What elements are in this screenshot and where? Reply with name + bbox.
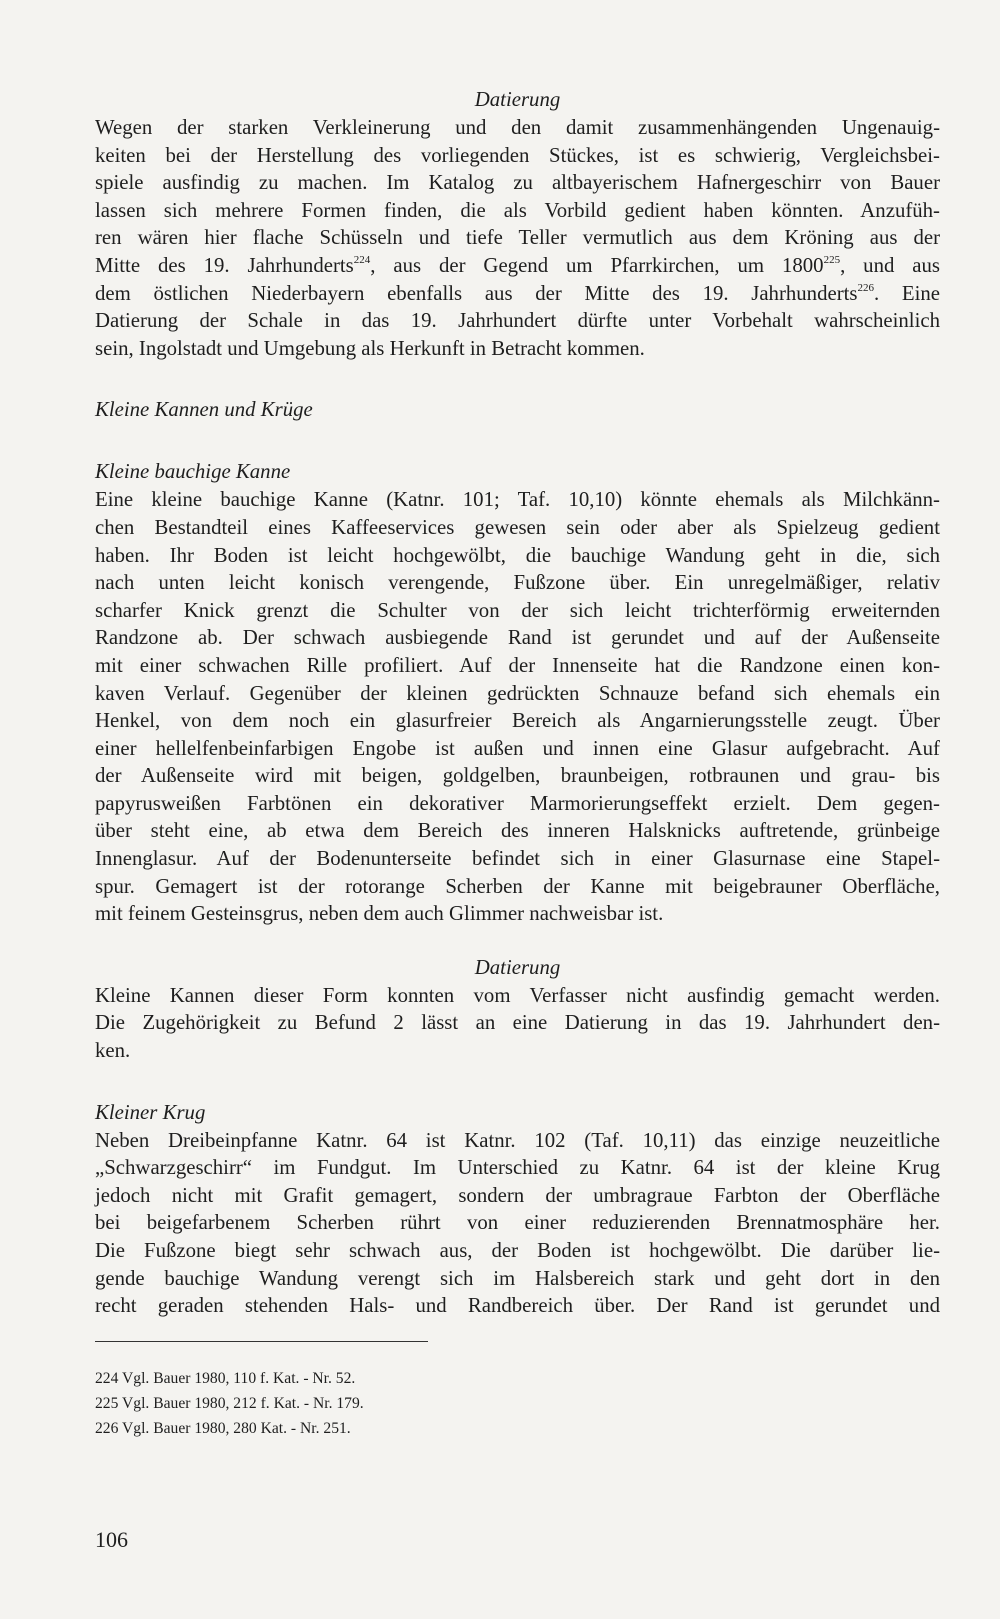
heading-kleiner-krug: Kleiner Krug	[95, 1100, 206, 1124]
text-line: über steht eine, ab etwa dem Bereich des inneren Halsknicks auftretende, grünbeige	[95, 819, 940, 843]
heading-kleine-bauchige-kanne: Kleine bauchige Kanne	[95, 460, 291, 484]
paragraph-datierung-schale	[95, 114, 940, 362]
text-line: Neben Dreibeinpfanne Katnr. 64 ist Katnr. 102 (Taf. 10,11) das einzige neuzeitliche	[95, 1128, 940, 1152]
paragraph-datierung-kannen	[95, 982, 940, 1065]
text-line: Die Zugehörigkeit zu Befund 2 lässt an eine Datierung in das 19. Jahrhundert den-	[95, 1011, 940, 1035]
text-line: haben. Ihr Boden ist leicht hochgewölbt, die bauchige Wandung geht in die, sich	[95, 543, 940, 567]
footnote-separator	[95, 1341, 428, 1342]
text-line: Innenglasur. Auf der Bodenunterseite befindet sich in einer Glasurnase eine Stapel-	[95, 847, 940, 871]
text-line: Randzone ab. Der schwach ausbiegende Rand ist gerundet und auf der Außenseite	[95, 626, 940, 650]
footnote-ref-226[interactable]: 226	[857, 281, 875, 294]
footnote-ref-225[interactable]: 225	[823, 253, 841, 266]
text-line: mit einer schwachen Rille profiliert. Auf der Innenseite hat die Randzone einen kon-	[95, 653, 940, 677]
text-line: papyrusweißen Farbtönen ein dekorativer Marmorierungseffekt erzielt. Dem gegen-	[95, 791, 940, 815]
footnote-225: 225 Vgl. Bauer 1980, 212 f. Kat. - Nr. 179.	[95, 1395, 364, 1412]
paragraph-kanne	[95, 486, 940, 928]
text-line: Wegen der starken Verkleinerung und den damit zusammenhängenden Ungenauig-	[95, 116, 940, 139]
text-line: recht geraden stehenden Hals- und Randbereich über. Der Rand ist gerundet und	[95, 1294, 940, 1318]
text-line: Eine kleine bauchige Kanne (Katnr. 101; Taf. 10,10) könnte ehemals als Milchkänn-	[95, 488, 940, 512]
text-line: chen Bestandteil eines Kaffeeservices gewesen sein oder aber als Spielzeug gedient	[95, 515, 940, 539]
heading-kleine-kannen: Kleine Kannen und Krüge	[95, 398, 313, 422]
text-line: nach unten leicht konisch verengende, Fußzone über. Ein unregelmäßiger, relativ	[95, 571, 940, 595]
page-number: 106	[95, 1527, 128, 1552]
text-line: Datierung der Schale in das 19. Jahrhundert dürfte unter Vorbehalt wahrscheinlich	[95, 309, 940, 333]
paragraph-krug	[95, 1127, 940, 1320]
footnotes	[95, 1366, 595, 1441]
footnote-ref-224[interactable]: 224	[353, 253, 371, 266]
text-line: scharfer Knick grenzt die Schulter von der sich leicht trichterförmig erweiternden	[95, 598, 940, 622]
text-line: lassen sich mehrere Formen finden, die als Vorbild gedient haben könnten. Anzufüh-	[95, 198, 940, 222]
text-line: keiten bei der Herstellung des vorliegenden Stückes, ist es schwierig, Vergleichsbei-	[95, 143, 940, 167]
text-line: kaven Verlauf. Gegenüber der kleinen gedrückten Schnauze befand sich ehemals ein	[95, 681, 940, 705]
text-line: bei beigefarbenem Scherben rührt von einer reduzierenden Brennatmosphäre her.	[95, 1211, 940, 1235]
subheading-datierung-1: Datierung	[474, 88, 561, 111]
main-text-column	[95, 86, 940, 1320]
text-line: sein, Ingolstadt und Umgebung als Herkunft in Betracht kommen.	[95, 336, 645, 360]
text-line: Kleine Kannen dieser Form konnten vom Verfasser nicht ausfindig gemacht werden.	[95, 983, 940, 1007]
footnote-226: 226 Vgl. Bauer 1980, 280 Kat. - Nr. 251.	[95, 1420, 351, 1437]
text-line: „Schwarzgeschirr“ im Fundgut. Im Unterschied zu Katnr. 64 ist der kleine Krug	[95, 1156, 940, 1180]
text-line: Henkel, von dem noch ein glasurfreier Bereich als Angarnierungsstelle zeugt. Über	[95, 709, 940, 733]
footnote-224: 224 Vgl. Bauer 1980, 110 f. Kat. - Nr. 52.	[95, 1370, 356, 1387]
text-line: ren wären hier flache Schüsseln und tiefe Teller vermutlich aus dem Kröning aus der	[95, 226, 940, 250]
text-line: ken.	[95, 1039, 131, 1063]
text-line: spur. Gemagert ist der rotorange Scherben der Kanne mit beigebrauner Oberfläche,	[95, 874, 940, 898]
text-line: einer hellelfenbeinfarbigen Engobe ist außen und innen eine Glasur aufgebracht. Auf	[95, 736, 940, 760]
text-line: Die Fußzone biegt sehr schwach aus, der Boden ist hochgewölbt. Die darüber lie-	[95, 1239, 940, 1262]
subheading-datierung-2: Datierung	[474, 955, 561, 979]
text-line: jedoch nicht mit Grafit gemagert, sondern der umbragraue Farbton der Oberfläche	[95, 1183, 940, 1207]
text-line: spiele ausfindig zu machen. Im Katalog zu altbayerischem Hafnergeschirr von Bauer	[95, 171, 940, 195]
text-line: mit feinem Gesteinsgrus, neben dem auch Glimmer nachweisbar ist.	[95, 902, 664, 926]
text-line-with-footnote: dem östlichen Niederbayern ebenfalls aus der Mitte des 19. Jahrhunderts$^{226}$. Eine	[95, 281, 940, 305]
text-line: der Außenseite wird mit beigen, goldgelben, braunbeigen, rotbraunen und grau- bis	[95, 764, 940, 788]
text-line: gende bauchige Wandung verengt sich im Halsbereich stark und geht dort in den	[95, 1266, 940, 1290]
text-line-with-footnotes: Mitte des 19. Jahrhunderts$^{224}$, aus der Gegend um Pfarrkirchen, um 1800$^{225}$, und aus	[95, 253, 940, 277]
